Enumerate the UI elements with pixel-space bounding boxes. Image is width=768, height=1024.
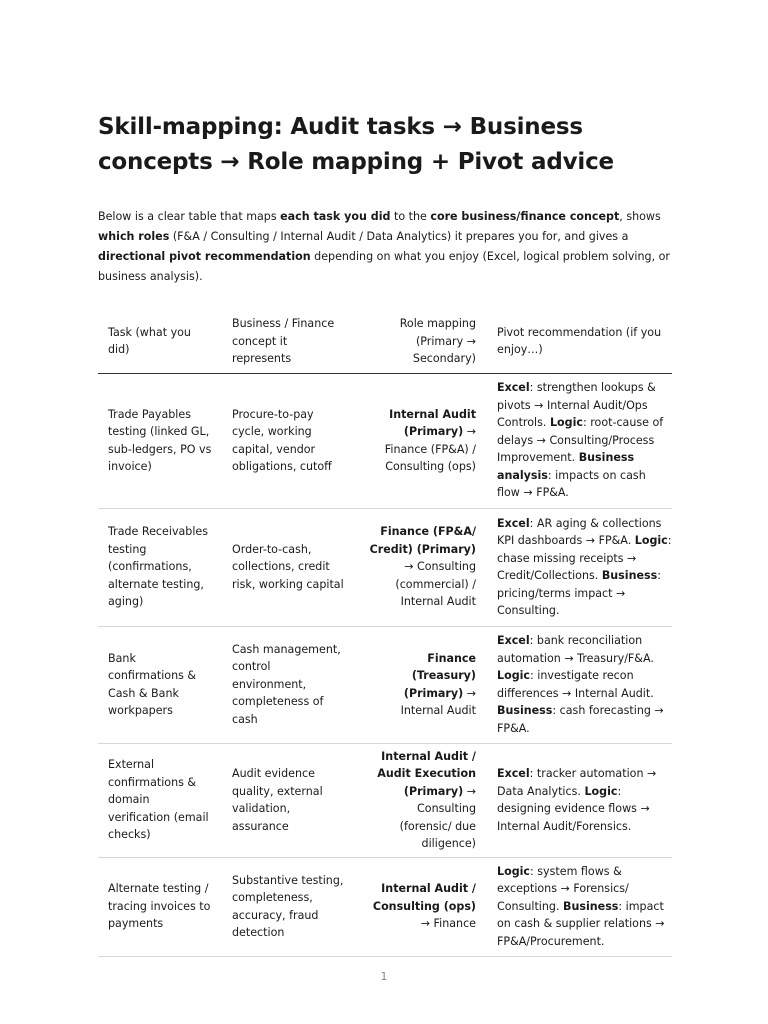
bold-text-segment: Logic xyxy=(549,416,583,430)
table-row xyxy=(98,373,672,508)
text-segment: → Finance xyxy=(420,917,476,931)
task-cell: Bank confirmations & Cash & Bank workpapers xyxy=(98,626,222,743)
header-pivot: Pivot recommendation (if you enjoy…) xyxy=(479,309,672,373)
role-cell xyxy=(354,373,479,508)
concept-cell: Substantive testing, completeness, accuracy, fraud detection xyxy=(222,857,354,956)
table-row xyxy=(98,857,672,956)
bold-text-segment: Excel xyxy=(497,767,530,780)
bold-text-segment: core business/finance concept xyxy=(430,210,620,223)
text-segment: : pricing/terms impact → Consulting. xyxy=(497,569,661,617)
text-segment: → Finance (FP&A) / Consulting (ops) xyxy=(384,425,476,473)
text-segment: : impact on cash & supplier relations → FP&A/Procurement. xyxy=(497,899,665,948)
text-segment: : investigate recon differences → Internal Audit. xyxy=(497,669,654,700)
pivot-cell xyxy=(479,743,672,857)
pivot-cell xyxy=(479,508,672,626)
table-row xyxy=(98,508,672,626)
header-concept: Business / Finance concept it represents xyxy=(222,309,354,373)
text-segment: : cash forecasting → FP&A. xyxy=(497,704,664,735)
table-row xyxy=(98,626,672,743)
text-segment: → Internal Audit xyxy=(400,686,476,717)
bold-text-segment: which roles xyxy=(98,230,170,243)
bold-text-segment: each task you did xyxy=(280,210,391,223)
bold-text-segment: Excel xyxy=(497,516,530,530)
intro-paragraph xyxy=(98,207,672,287)
bold-text-segment: Logic xyxy=(634,534,668,547)
bold-text-segment: Internal Audit / Audit Execution (Primary) xyxy=(377,749,476,798)
bold-text-segment: Business analysis xyxy=(497,451,635,482)
text-segment: : root-cause of delays → Consulting/Process Improvement. xyxy=(497,416,664,465)
text-segment: : tracker automation → Data Analytics. xyxy=(497,767,657,798)
bold-text-segment: Business xyxy=(601,569,658,582)
concept-cell: Audit evidence quality, external validation, assurance xyxy=(222,743,354,857)
text-segment: → Consulting (commercial) / Internal Audit xyxy=(395,560,476,609)
header-role: Role mapping (Primary → Secondary) xyxy=(354,309,479,373)
skill-mapping-table xyxy=(98,309,672,957)
task-cell: Trade Payables testing (linked GL, sub-ledgers, PO vs invoice) xyxy=(98,373,222,508)
concept-cell: Order-to-cash, collections, credit risk, working capital xyxy=(222,508,354,626)
text-segment: : impacts on cash flow → FP&A. xyxy=(497,468,646,500)
bold-text-segment: Business xyxy=(563,899,619,913)
document-page xyxy=(98,110,672,957)
bold-text-segment: Finance (FP&A/ Credit) (Primary) xyxy=(369,525,476,556)
task-cell: Trade Receivables testing (confirmations, alternate testing, aging) xyxy=(98,508,222,626)
role-cell xyxy=(354,857,479,956)
bold-text-segment: Excel xyxy=(497,634,530,647)
table-header-row xyxy=(98,309,672,373)
concept-cell: Procure-to-pay cycle, working capital, vendor obligations, cutoff xyxy=(222,373,354,508)
page-number: 1 xyxy=(380,970,388,983)
role-cell xyxy=(354,743,479,857)
text-segment: , shows xyxy=(619,210,661,223)
task-cell: Alternate testing / tracing invoices to payments xyxy=(98,857,222,956)
text-segment: (F&A / Consulting / Internal Audit / Data Analytics) it prepares you for, and gives a xyxy=(169,230,629,243)
bold-text-segment: Internal Audit (Primary) xyxy=(389,407,476,438)
table-row xyxy=(98,743,672,857)
pivot-cell xyxy=(479,626,672,743)
pivot-cell xyxy=(479,373,672,508)
bold-text-segment: Business xyxy=(497,704,553,717)
text-segment: depending on what you enjoy (Excel, logical problem solving, or business analysis). xyxy=(98,250,670,283)
bold-text-segment: Logic xyxy=(497,669,531,682)
bold-text-segment: Internal Audit / Consulting (ops) xyxy=(372,882,476,913)
text-segment: : strengthen lookups & pivots → Internal Audit/Ops Controls. xyxy=(497,381,656,430)
role-cell xyxy=(354,508,479,626)
text-segment: Below is a clear table that maps xyxy=(98,210,281,223)
page-title: Skill-mapping: Audit tasks → Business concepts → Role mapping + Pivot advice xyxy=(98,114,614,175)
pivot-cell xyxy=(479,857,672,956)
task-cell: External confirmations & domain verification (email checks) xyxy=(98,743,222,857)
text-segment: : AR aging & collections KPI dashboards → FP&A. xyxy=(497,516,662,547)
text-segment: : system flows & exceptions → Forensics/ Consulting. xyxy=(497,864,629,913)
text-segment: : chase missing receipts → Credit/Collections. xyxy=(497,534,672,582)
text-segment: → Consulting (forensic/ due diligence) xyxy=(399,784,476,850)
text-segment: : designing evidence flows → Internal Audit/Forensics. xyxy=(497,784,650,833)
text-segment: to the xyxy=(390,210,431,223)
bold-text-segment: directional pivot recommendation xyxy=(98,250,311,263)
bold-text-segment: Finance (Treasury) (Primary) xyxy=(403,651,476,700)
role-cell xyxy=(354,626,479,743)
bold-text-segment: Excel xyxy=(497,381,530,395)
bold-text-segment: Logic xyxy=(497,864,531,878)
header-task: Task (what you did) xyxy=(98,309,222,373)
text-segment: : bank reconciliation automation → Treasury/F&A. xyxy=(497,634,654,665)
bold-text-segment: Logic xyxy=(584,784,618,798)
concept-cell: Cash management, control environment, completeness of cash xyxy=(222,626,354,743)
